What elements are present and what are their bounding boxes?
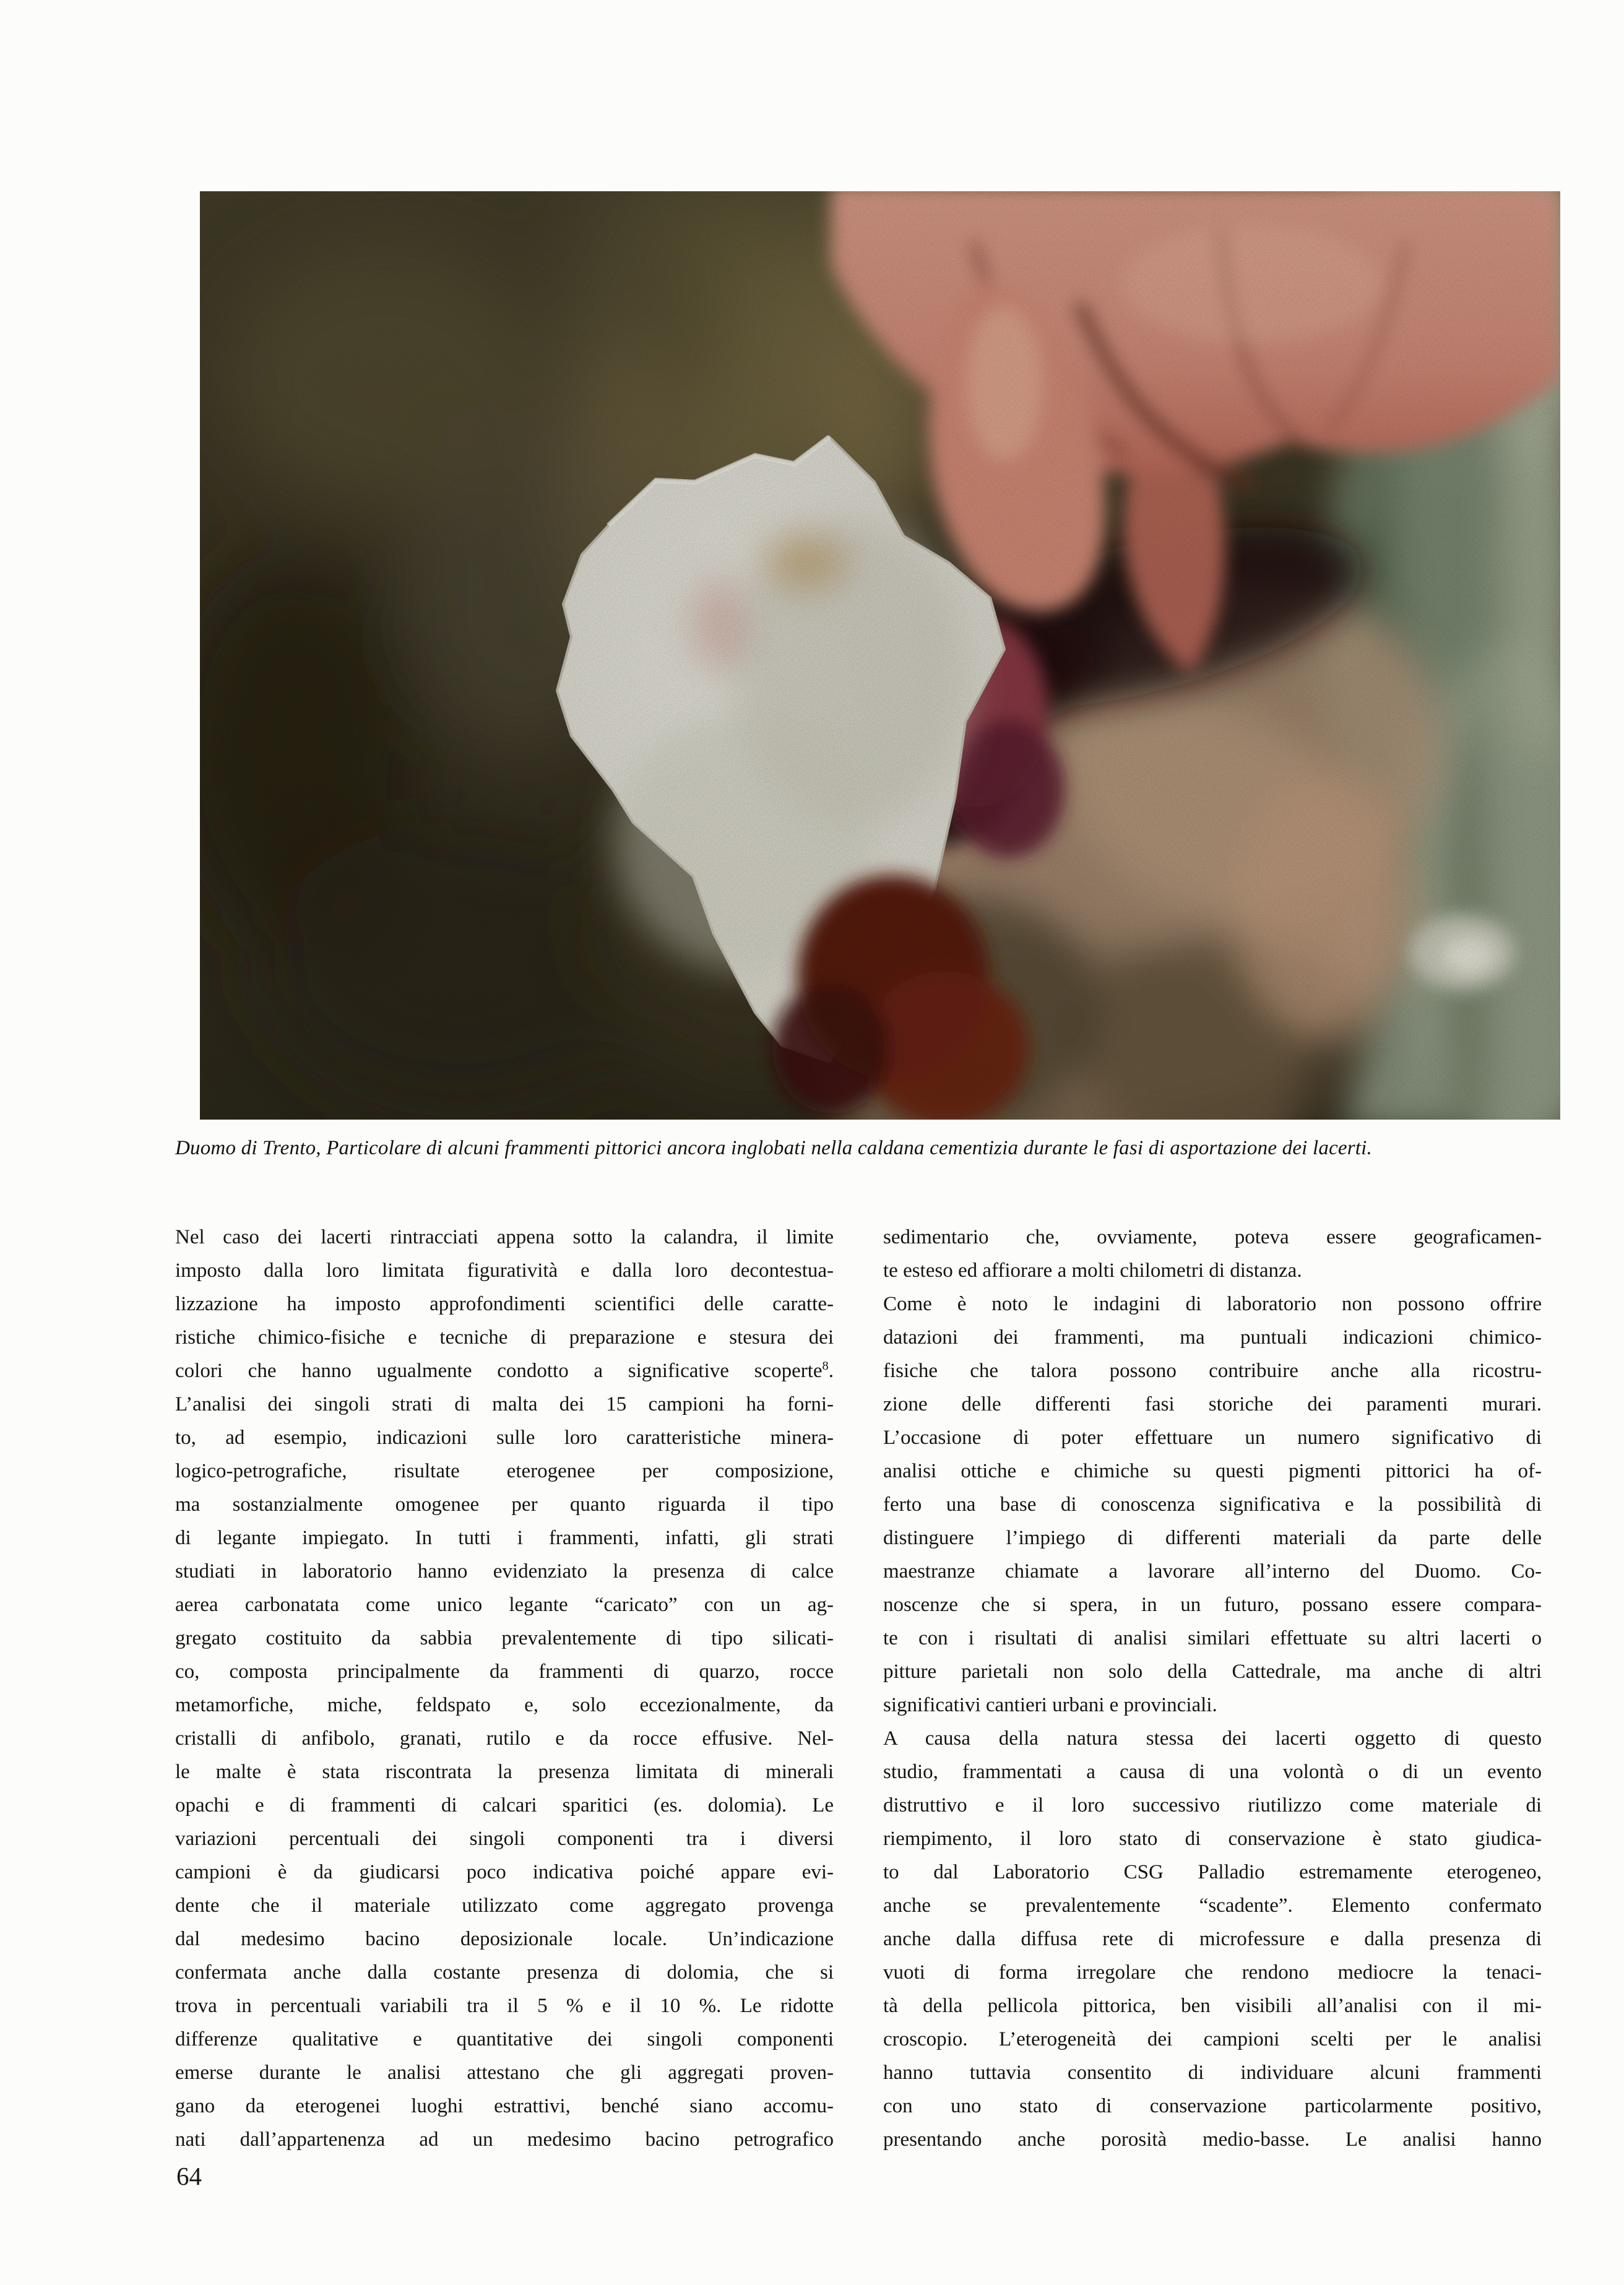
text-line: studiati in laboratorio hanno evidenziato la presenza di calce — [175, 1560, 834, 1583]
text-line: emerse durante le analisi attestano che gli aggregati proven- — [175, 2062, 834, 2084]
text-line: gregato costituito da sabbia prevalentemente di tipo silicati- — [175, 1627, 834, 1649]
text-line: dente che il materiale utilizzato come aggregato provenga — [175, 1894, 834, 1917]
text-column-right — [883, 1220, 1542, 2156]
text-line: anche se prevalentemente “scadente”. Elemento confermato — [883, 1894, 1542, 1917]
text-line: analisi ottiche e chimiche su questi pigmenti pittorici ha of- — [883, 1460, 1542, 1482]
text-line: aerea carbonatata come unico legante “caricato” con un ag- — [175, 1594, 834, 1616]
text-line: pitture parietali non solo della Cattedrale, ma anche di altri — [883, 1661, 1542, 1683]
text-line: distinguere l’impiego di differenti materiali da parte delle — [883, 1527, 1542, 1549]
text-line: confermata anche dalla costante presenza di dolomia, che si — [175, 1961, 834, 1984]
text-line: zione delle differenti fasi storiche dei paramenti murari. — [883, 1393, 1542, 1415]
text-line: datazioni dei frammenti, ma puntuali indicazioni chimico- — [883, 1326, 1542, 1349]
text-line: significativi cantieri urbani e provinciali. — [883, 1694, 1217, 1716]
text-line: di legante impiegato. In tutti i frammenti, infatti, gli strati — [175, 1527, 834, 1549]
text-line: te esteso ed affiorare a molti chilometri di distanza. — [883, 1259, 1302, 1282]
text-line: le malte è stata riscontrata la presenza limitata di minerali — [175, 1761, 834, 1783]
text-line: dal medesimo bacino deposizionale locale. Un’indicazione — [175, 1928, 834, 1950]
text-line: trova in percentuali variabili tra il 5 % e il 10 %. Le ridotte — [175, 1995, 834, 2017]
text-line: ma sostanzialmente omogenee per quanto riguarda il tipo — [175, 1493, 834, 1516]
text-line: sedimentario che, ovviamente, poteva essere geograficamen- — [883, 1226, 1542, 1248]
text-line: presentando anche porosità medio-basse. Le analisi hanno — [883, 2128, 1542, 2151]
text-line: colori che hanno ugualmente condotto a significative scoperte$^8$. — [175, 1359, 834, 1382]
text-line: variazioni percentuali dei singoli componenti tra i diversi — [175, 1828, 834, 1850]
text-line: maestranze chiamate a lavorare all’interno del Duomo. Co- — [883, 1560, 1542, 1583]
text-line: lizzazione ha imposto approfondimenti scientifici delle caratte- — [175, 1293, 834, 1315]
text-line: riempimento, il loro stato di conservazione è stato giudica- — [883, 1828, 1542, 1850]
text-line: te con i risultati di analisi similari effettuate su altri lacerti o — [883, 1627, 1542, 1649]
text-line: metamorfiche, miche, feldspato e, solo eccezionalmente, da — [175, 1694, 834, 1716]
text-line: opachi e di frammenti di calcari sparitici (es. dolomia). Le — [175, 1794, 834, 1816]
text-columns — [175, 1220, 1542, 2156]
photo — [200, 191, 1560, 1120]
text-line: imposto dalla loro limitata figuratività e dalla loro decontestua- — [175, 1259, 834, 1282]
photo-caption: Duomo di Trento, Particolare di alcuni frammenti pittorici ancora inglobati nella caldana cementizia durante le fasi di asportazione dei lacerti. — [175, 1137, 1372, 1159]
text-line: L’occasione di poter effettuare un numero significativo di — [883, 1427, 1542, 1449]
text-line: campioni è da giudicarsi poco indicativa poiché appare evi- — [175, 1861, 834, 1883]
text-line: to dal Laboratorio CSG Palladio estremamente eterogeneo, — [883, 1861, 1542, 1883]
text-line: ferto una base di conoscenza significativa e la possibilità di — [883, 1493, 1542, 1516]
text-line: co, composta principalmente da frammenti di quarzo, rocce — [175, 1661, 834, 1683]
text-line: tà della pellicola pittorica, ben visibili all’analisi con il mi- — [883, 1995, 1542, 2017]
text-line: A causa della natura stessa dei lacerti oggetto di questo — [883, 1727, 1542, 1750]
text-line: L’analisi dei singoli strati di malta dei 15 campioni ha forni- — [175, 1393, 834, 1415]
text-line: cristalli di anfibolo, granati, rutilo e da rocce effusive. Nel- — [175, 1727, 834, 1750]
text-line: croscopio. L’eterogeneità dei campioni scelti per le analisi — [883, 2028, 1542, 2050]
text-line: con uno stato di conservazione particolarmente positivo, — [883, 2095, 1542, 2117]
text-line: gano da eterogenei luoghi estrattivi, benché siano accomu- — [175, 2095, 834, 2117]
text-line: distruttivo e il loro successivo riutilizzo come materiale di — [883, 1794, 1542, 1816]
text-line: logico-petrografiche, risultate eterogenee per composizione, — [175, 1460, 834, 1482]
text-line: to, ad esempio, indicazioni sulle loro caratteristiche minera- — [175, 1427, 834, 1449]
text-column-left — [175, 1220, 834, 2156]
page-number: 64 — [176, 2162, 202, 2190]
text-line: differenze qualitative e quantitative dei singoli componenti — [175, 2028, 834, 2050]
text-line: fisiche che talora possono contribuire anche alla ricostru- — [883, 1360, 1542, 1382]
text-line: noscenze che si spera, in un futuro, possano essere compara- — [883, 1594, 1542, 1616]
text-line: vuoti di forma irregolare che rendono mediocre la tenaci- — [883, 1961, 1542, 1984]
text-line: anche dalla diffusa rete di microfessure e dalla presenza di — [883, 1928, 1542, 1950]
text-line: nati dall’appartenenza ad un medesimo bacino petrografico — [175, 2128, 834, 2151]
text-line: Come è noto le indagini di laboratorio non possono offrire — [883, 1293, 1542, 1315]
photo-figure — [200, 191, 1560, 1120]
text-line: Nel caso dei lacerti rintracciati appena sotto la calandra, il limite — [175, 1226, 834, 1248]
text-line: hanno tuttavia consentito di individuare alcuni frammenti — [883, 2062, 1542, 2084]
text-line: studio, frammentati a causa di una volontà o di un evento — [883, 1761, 1542, 1783]
text-line: ristiche chimico-fisiche e tecniche di preparazione e stesura dei — [175, 1326, 834, 1349]
